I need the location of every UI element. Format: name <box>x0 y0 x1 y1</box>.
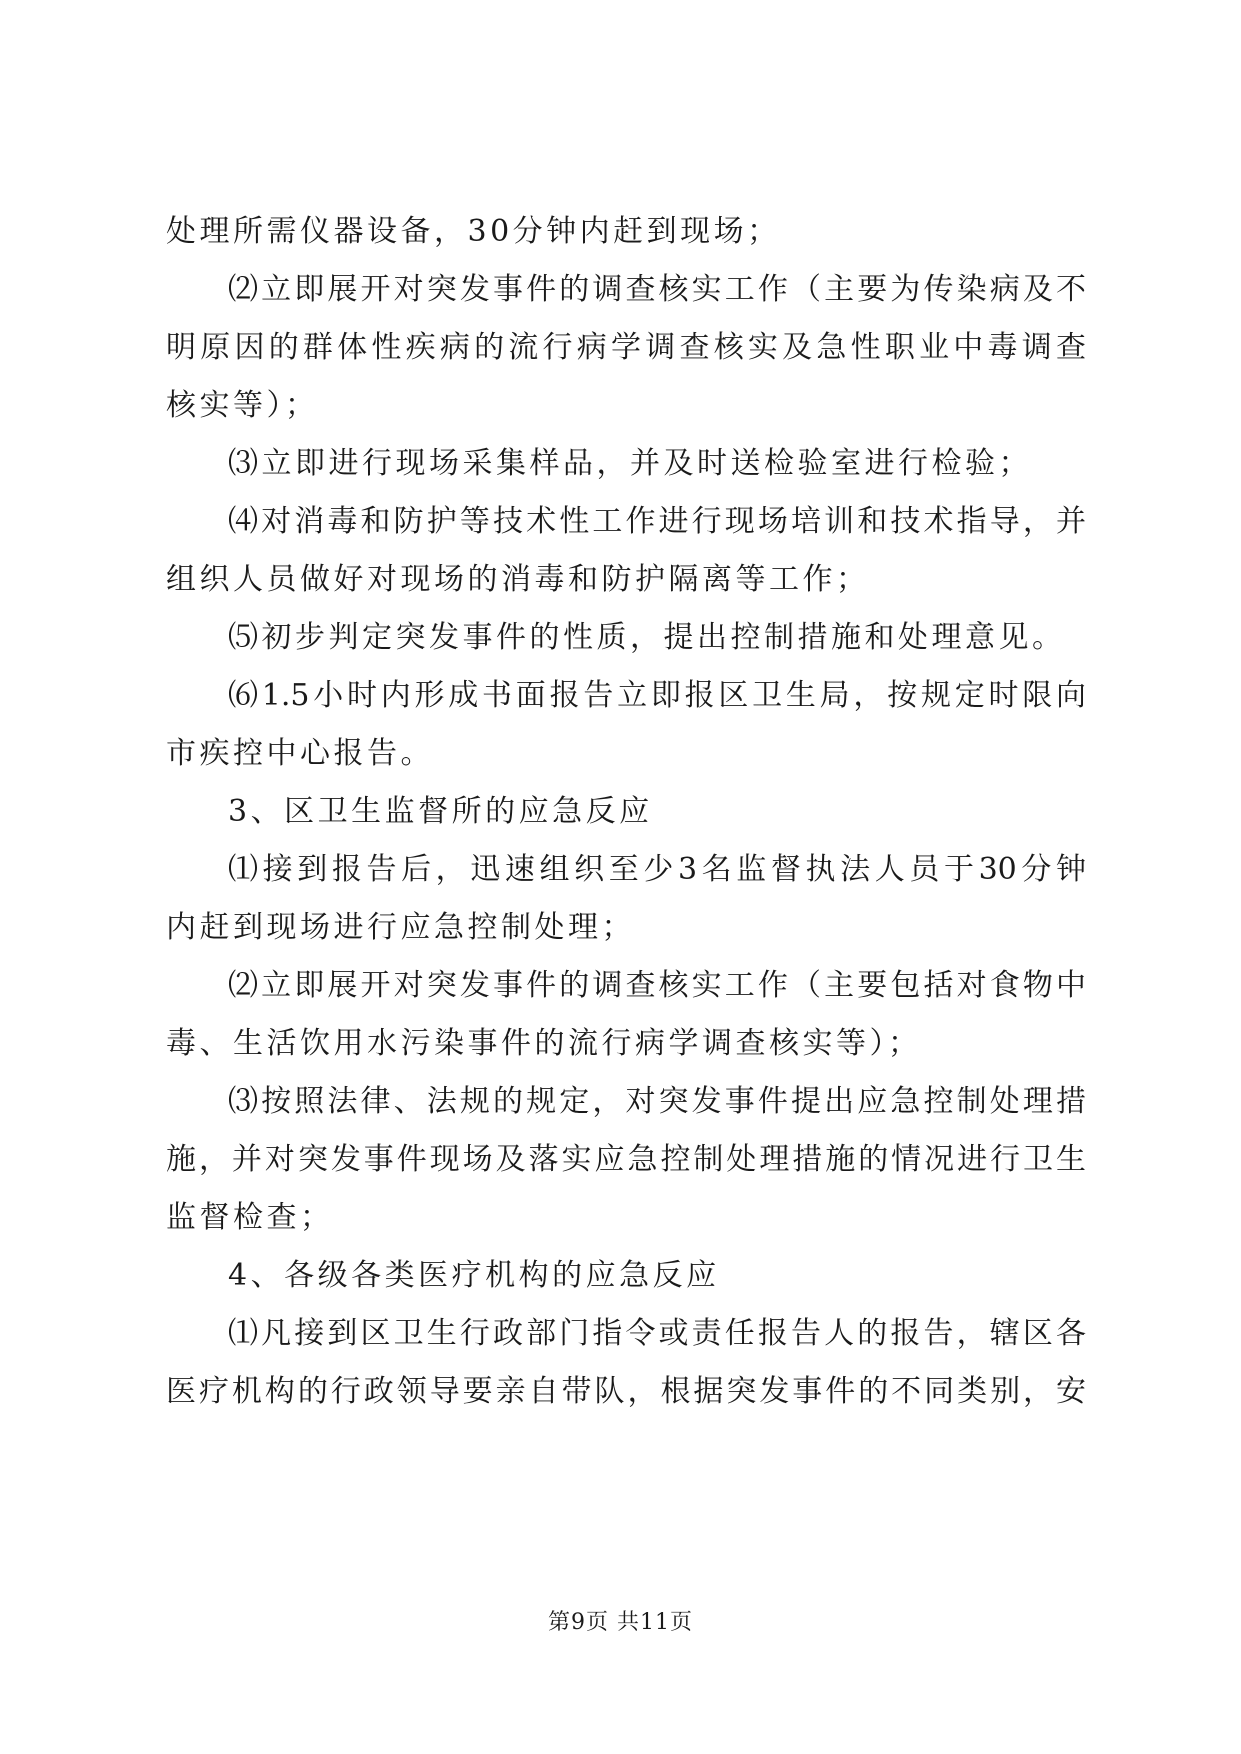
text-line: 市疾控中心报告。 <box>166 736 434 771</box>
section-heading: 4、各级各类医疗机构的应急反应 <box>228 1258 720 1293</box>
text-line: 核实等）； <box>166 388 319 423</box>
section-heading: 3、区卫生监督所的应急反应 <box>228 794 653 829</box>
text-line: ⑴凡接到区卫生行政部门指令或责任报告人的报告，辖区各 <box>228 1316 1086 1351</box>
text-line: ⑵立即展开对突发事件的调查核实工作（主要为传染病及不 <box>228 272 1086 307</box>
text-line: ⑶按照法律、法规的规定，对突发事件提出应急控制处理措 <box>228 1084 1086 1119</box>
text-line: 医疗机构的行政领导要亲自带队，根据突发事件的不同类别，安 <box>166 1374 1086 1409</box>
text-line: 明原因的群体性疾病的流行病学调查核实及急性职业中毒调查 <box>166 330 1086 365</box>
text-line: 组织人员做好对现场的消毒和防护隔离等工作； <box>166 562 870 597</box>
text-line: ⑸初步判定突发事件的性质，提出控制措施和处理意见。 <box>228 620 1066 655</box>
text-line: ⑶立即进行现场采集样品，并及时送检验室进行检验； <box>228 446 1032 481</box>
text-line: 毒、生活饮用水污染事件的流行病学调查核实等）； <box>166 1026 922 1061</box>
text-line: 处理所需仪器设备，30分钟内赶到现场； <box>166 214 781 249</box>
text-line: 内赶到现场进行应急控制处理； <box>166 910 635 945</box>
text-line: ⑵立即展开对突发事件的调查核实工作（主要包括对食物中 <box>228 968 1086 1003</box>
text-line: ⑹1.5小时内形成书面报告立即报区卫生局，按规定时限向 <box>228 678 1086 713</box>
text-line: 监督检查； <box>166 1200 334 1235</box>
text-line: ⑷对消毒和防护等技术性工作进行现场培训和技术指导，并 <box>228 504 1086 539</box>
page-number-footer: 第9页 共11页 <box>548 1610 693 1635</box>
text-line: ⑴接到报告后，迅速组织至少3名监督执法人员于30分钟 <box>228 852 1086 887</box>
text-line: 施，并对突发事件现场及落实应急控制处理措施的情况进行卫生 <box>166 1142 1086 1177</box>
